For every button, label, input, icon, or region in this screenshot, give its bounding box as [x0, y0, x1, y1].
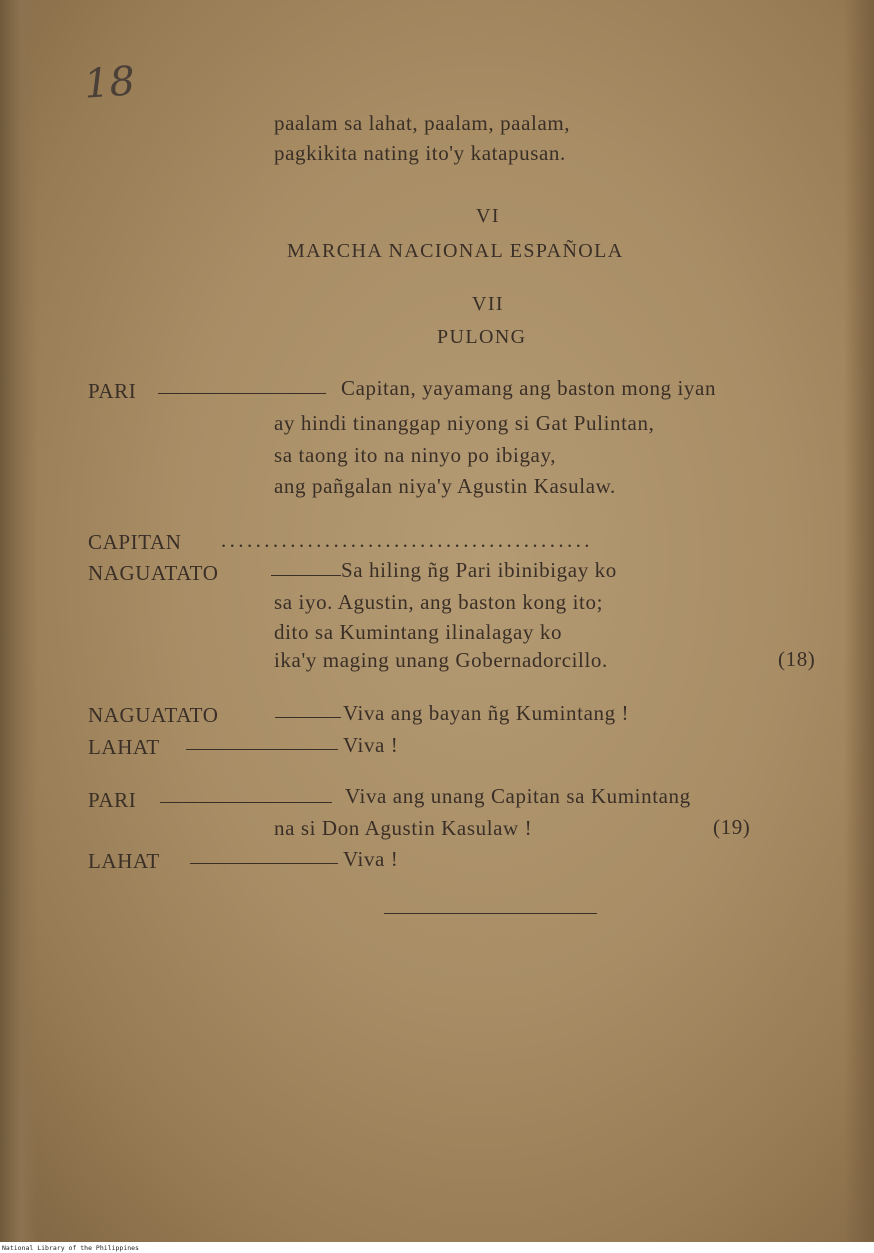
section-title: PULONG — [437, 326, 527, 348]
speaker-dash — [271, 575, 341, 576]
speaker-name: NAGUATATO — [88, 703, 219, 727]
speaker-name: CAPITAN — [88, 530, 182, 554]
dialogue-line: dito sa Kumintang ilinalagay ko — [274, 620, 563, 644]
dialogue-line: sa iyo. Agustin, ang baston kong ito; — [274, 590, 604, 614]
dialogue-line: Viva ! — [343, 847, 399, 871]
dialogue-line: ika'y maging unang Gobernadorcillo. — [274, 648, 608, 672]
library-credit: National Library of the Philippines — [2, 1244, 139, 1252]
speaker-dash — [186, 749, 338, 750]
dialogue-line: Sa hiling ñg Pari ibinibigay ko — [341, 558, 617, 582]
speaker-name: LAHAT — [88, 849, 160, 873]
handwritten-page-number: 18 — [82, 58, 137, 108]
speaker-dash — [190, 863, 338, 864]
speaker-name: NAGUATATO — [88, 561, 219, 585]
speaker-name: PARI — [88, 379, 137, 403]
dialogue-line: Capitan, yayamang ang baston mong iyan — [341, 376, 717, 400]
dialogue-line: ay hindi tinanggap niyong si Gat Pulintan, — [274, 411, 655, 435]
verse-line: paalam sa lahat, paalam, paalam, — [274, 111, 571, 135]
dialogue-line: sa taong ito na ninyo po ibigay, — [274, 443, 557, 467]
footnote-marker: (19) — [713, 815, 751, 839]
speaker-dash — [275, 717, 341, 718]
speaker-dash — [160, 802, 332, 803]
dotted-leader: ........................................... — [221, 528, 593, 552]
closing-rule — [384, 913, 597, 914]
dialogue-line: ang pañgalan niya'y Agustin Kasulaw. — [274, 474, 616, 498]
footnote-marker: (18) — [778, 647, 816, 671]
verse-line: pagkikita nating ito'y katapusan. — [274, 141, 566, 165]
speaker-name: PARI — [88, 788, 137, 812]
dialogue-line: Viva ang bayan ñg Kumintang ! — [343, 701, 630, 725]
dialogue-line: na si Don Agustin Kasulaw ! — [274, 816, 533, 840]
dialogue-line: Viva ! — [343, 733, 399, 757]
speaker-dash — [158, 393, 326, 394]
speaker-name: LAHAT — [88, 735, 160, 759]
section-numeral: VI — [476, 205, 500, 227]
section-title: MARCHA NACIONAL ESPAÑOLA — [287, 240, 624, 262]
dialogue-line: Viva ang unang Capitan sa Kumintang — [345, 784, 691, 808]
section-numeral: VII — [472, 293, 504, 315]
